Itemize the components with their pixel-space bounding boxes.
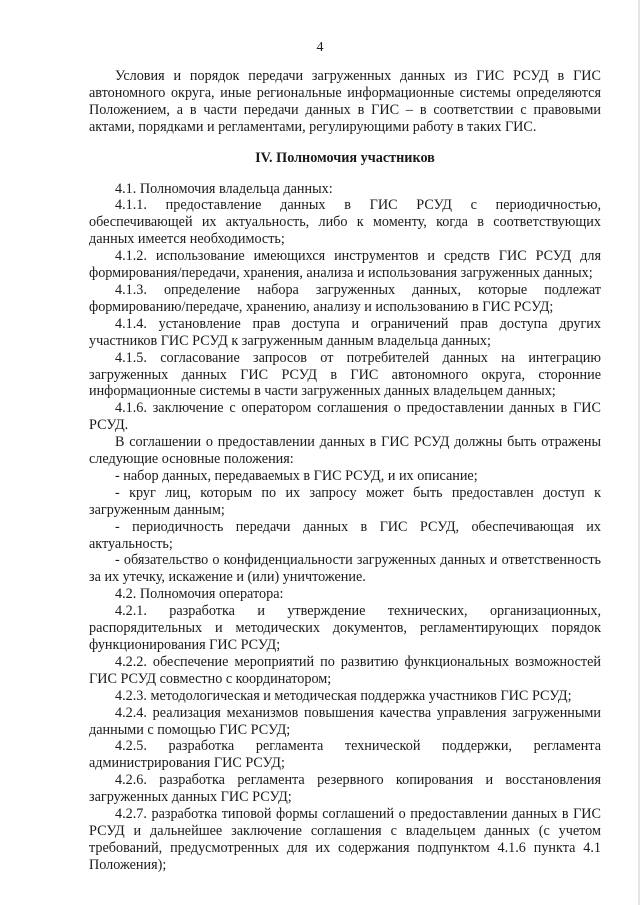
provision-list-item: - обязательство о конфиденциальности загруженных данных и ответственность за их утечку, искажение и (или) уничтожение. (89, 552, 601, 586)
paragraph-4-2-3: 4.2.3. методологическая и методическая поддержка участников ГИС РСУД; (115, 687, 572, 704)
provision-list-item: - круг лиц, которым по их запросу может быть предоставлен доступ к загруженным данным; (89, 484, 601, 518)
provision-list-item: - периодичность передачи данных в ГИС РСУД, обеспечивающая их актуальность; (89, 518, 601, 552)
paragraph-4-2-7: 4.2.7. разработка типовой формы соглашений о предоставлении данных в ГИС РСУД и дальнейшее заключение соглашения с владельцем данных (с учетом требований, предусмотренных для их содержания подпунктом 4.1.6 пункта 4.1 Положения); (89, 806, 601, 873)
provision-list-item: - набор данных, передаваемых в ГИС РСУД, и их описание; (115, 467, 478, 484)
paragraph-4-1-3: 4.1.3. определение набора загруженных данных, которые подлежат формированию/передаче, хранению, анализу и использованию в ГИС РСУД; (89, 281, 601, 315)
paragraph-4-1-6: 4.1.6. заключение с оператором соглашения о предоставлении данных в ГИС РСУД. (89, 400, 601, 434)
paragraph-4-1-1: 4.1.1. предоставление данных в ГИС РСУД с периодичностью, обеспечивающей их актуальность, либо к моменту, когда в соответствующих данных имеется необходимость; (89, 197, 601, 248)
agreement-provisions-intro: В соглашении о предоставлении данных в ГИС РСУД должны быть отражены следующие основные положения: (89, 434, 601, 468)
document-content (89, 68, 601, 874)
paragraph-4-2: 4.2. Полномочия оператора: (115, 586, 284, 603)
paragraph-4-1-4: 4.1.4. установление прав доступа и ограничений прав доступа других участников ГИС РСУД к загруженным данным владельца данных; (89, 315, 601, 349)
intro-paragraph: Условия и порядок передачи загруженных данных из ГИС РСУД в ГИС автономного округа, иные региональные информационные системы определяются Положением, а в части передачи данных в ГИС – в соответствии с правовыми актами, порядками и регламентами, регулирующими работу в таких ГИС. (89, 68, 601, 135)
paragraph-4-1-2: 4.1.2. использование имеющихся инструментов и средств ГИС РСУД для формирования/передачи, хранения, анализа и использования загруженных данных; (89, 248, 601, 282)
paragraph-4-2-6: 4.2.6. разработка регламента резервного копирования и восстановления загруженных данных ГИС РСУД; (89, 772, 601, 806)
paragraph-4-1-5: 4.1.5. согласование запросов от потребителей данных на интеграцию загруженных данных ГИС РСУД в ГИС автономного округа, сторонние информационные системы в части загруженных данных владельцем данных; (89, 349, 601, 400)
paragraph-4-2-4: 4.2.4. реализация механизмов повышения качества управления загруженными данными с помощью ГИС РСУД; (89, 704, 601, 738)
page-number: 4 (316, 40, 324, 55)
section-title: IV. Полномочия участников (255, 149, 435, 166)
paragraph-4-2-5: 4.2.5. разработка регламента технической поддержки, регламента администрирования ГИС РСУД; (89, 738, 601, 772)
paragraph-4-2-2: 4.2.2. обеспечение мероприятий по развитию функциональных возможностей ГИС РСУД совместно с координатором; (89, 653, 601, 687)
paragraph-4-2-1: 4.2.1. разработка и утверждение технических, организационных, распорядительных и методических документов, регламентирующих порядок функционирования ГИС РСУД; (89, 603, 601, 653)
paragraph-4-1: 4.1. Полномочия владельца данных: (115, 180, 333, 197)
